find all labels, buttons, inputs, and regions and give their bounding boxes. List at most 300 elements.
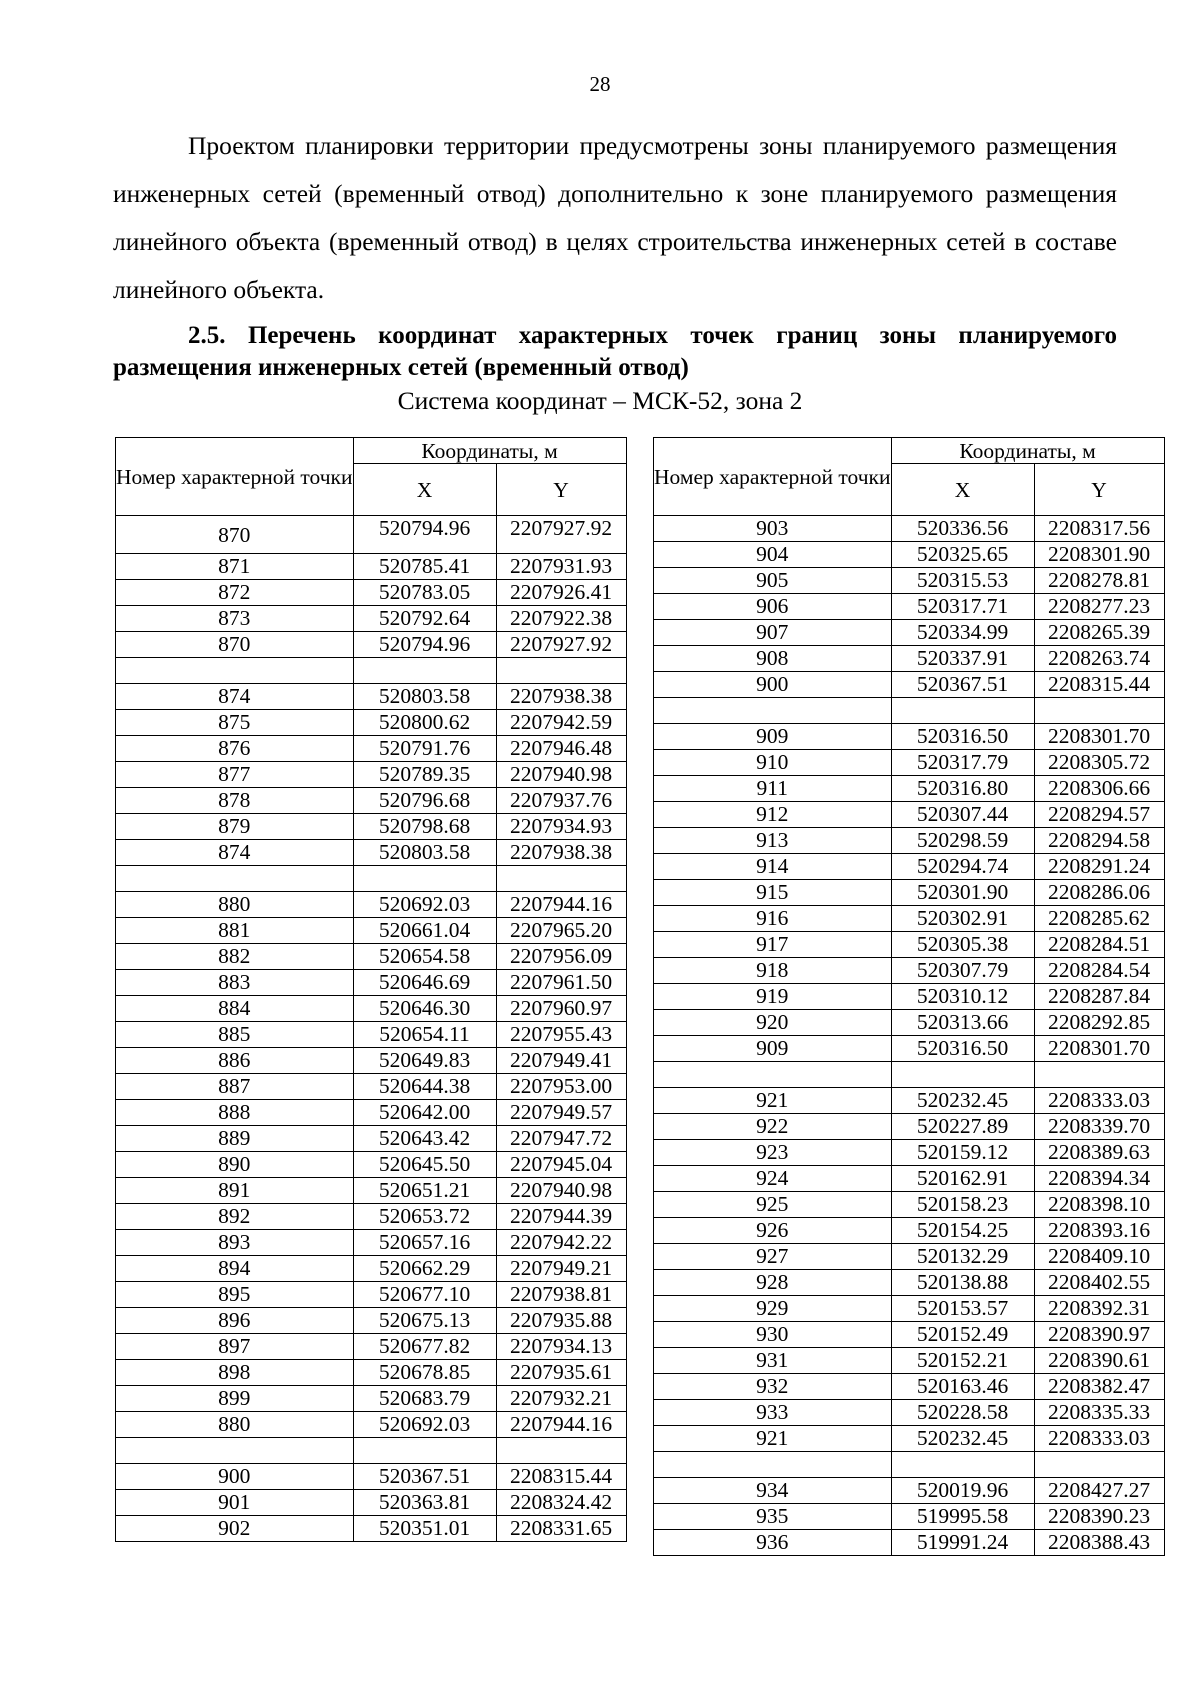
point-number-cell: 878 — [116, 788, 354, 814]
y-coordinate-cell: 2208286.06 — [1034, 880, 1164, 906]
point-number-cell: 909 — [654, 1036, 892, 1062]
y-coordinate-cell: 2208331.65 — [496, 1516, 626, 1542]
x-coordinate-cell: 520159.12 — [891, 1140, 1034, 1166]
point-number-cell: 936 — [654, 1530, 892, 1556]
y-coordinate-cell: 2208392.31 — [1034, 1296, 1164, 1322]
point-number-cell: 895 — [116, 1282, 354, 1308]
y-coordinate-cell: 2208315.44 — [1034, 672, 1164, 698]
y-coordinate-cell: 2207937.76 — [496, 788, 626, 814]
coordinates-table-right — [653, 437, 1165, 1556]
y-coordinate-cell: 2208284.54 — [1034, 958, 1164, 984]
x-coordinate-cell: 520307.44 — [891, 802, 1034, 828]
x-coordinate-cell: 520796.68 — [353, 788, 496, 814]
y-coordinate-cell: 2208394.34 — [1034, 1166, 1164, 1192]
table-row — [116, 1178, 627, 1204]
table-row — [654, 1348, 1165, 1374]
point-number-cell — [116, 1438, 354, 1464]
y-coordinate-cell: 2207934.93 — [496, 814, 626, 840]
y-coordinate-cell — [496, 866, 626, 892]
x-coordinate-cell: 520307.79 — [891, 958, 1034, 984]
x-coordinate-cell: 519995.58 — [891, 1504, 1034, 1530]
y-coordinate-cell: 2208301.70 — [1034, 724, 1164, 750]
table-row — [654, 1218, 1165, 1244]
y-coordinate-cell: 2207956.09 — [496, 944, 626, 970]
y-coordinate-cell: 2207940.98 — [496, 762, 626, 788]
point-number-cell: 912 — [654, 802, 892, 828]
table-row — [654, 568, 1165, 594]
x-coordinate-cell: 520661.04 — [353, 918, 496, 944]
table-row — [116, 632, 627, 658]
x-coordinate-cell: 520317.79 — [891, 750, 1034, 776]
y-coordinate-cell: 2208294.57 — [1034, 802, 1164, 828]
y-coordinate-cell: 2208294.58 — [1034, 828, 1164, 854]
point-number-cell: 928 — [654, 1270, 892, 1296]
y-coordinate-cell: 2208389.63 — [1034, 1140, 1164, 1166]
table-row — [654, 932, 1165, 958]
table-row — [654, 1426, 1165, 1452]
point-number-cell: 891 — [116, 1178, 354, 1204]
point-number-cell: 926 — [654, 1218, 892, 1244]
table-row — [654, 516, 1165, 542]
point-number-cell — [654, 1452, 892, 1478]
table-row — [116, 1412, 627, 1438]
x-coordinate-cell: 520294.74 — [891, 854, 1034, 880]
table-row — [116, 1438, 627, 1464]
table-row — [116, 554, 627, 580]
point-number-cell: 870 — [116, 632, 354, 658]
x-coordinate-cell: 520803.58 — [353, 684, 496, 710]
point-number-cell: 892 — [116, 1204, 354, 1230]
table-row — [116, 970, 627, 996]
table-row — [654, 750, 1165, 776]
x-coordinate-cell: 520675.13 — [353, 1308, 496, 1334]
x-coordinate-cell: 520316.80 — [891, 776, 1034, 802]
page-number: 28 — [589, 72, 611, 96]
point-number-cell: 921 — [654, 1088, 892, 1114]
point-number-cell: 876 — [116, 736, 354, 762]
table-row — [654, 1010, 1165, 1036]
point-number-cell: 932 — [654, 1374, 892, 1400]
table-row — [116, 1308, 627, 1334]
point-number-cell: 874 — [116, 684, 354, 710]
point-number-cell: 899 — [116, 1386, 354, 1412]
table-row — [116, 892, 627, 918]
x-coordinate-cell: 520310.12 — [891, 984, 1034, 1010]
point-number-cell: 890 — [116, 1152, 354, 1178]
y-coordinate-cell: 2208265.39 — [1034, 620, 1164, 646]
x-coordinate-cell — [891, 1452, 1034, 1478]
table-row — [654, 1478, 1165, 1504]
point-number-cell: 888 — [116, 1100, 354, 1126]
table-row — [654, 646, 1165, 672]
table-row — [116, 840, 627, 866]
y-coordinate-cell: 2208390.97 — [1034, 1322, 1164, 1348]
table-row — [654, 1036, 1165, 1062]
x-coordinate-cell: 520692.03 — [353, 1412, 496, 1438]
header-x: X — [891, 464, 1034, 516]
x-coordinate-cell: 520317.71 — [891, 594, 1034, 620]
y-coordinate-cell: 2207927.92 — [496, 632, 626, 658]
point-number-cell — [654, 698, 892, 724]
header-coordinates: Координаты, м — [353, 438, 626, 464]
x-coordinate-cell: 520232.45 — [891, 1426, 1034, 1452]
point-number-cell: 882 — [116, 944, 354, 970]
y-coordinate-cell: 2208427.27 — [1034, 1478, 1164, 1504]
y-coordinate-cell: 2207944.16 — [496, 1412, 626, 1438]
point-number-cell: 916 — [654, 906, 892, 932]
header-point-number: Номер характерной точки — [116, 438, 354, 516]
x-coordinate-cell: 520158.23 — [891, 1192, 1034, 1218]
section-heading: 2.5. Перечень координат характерных точек границ зоны планируемого размещения инженерных сетей (временный отвод) — [113, 322, 1117, 381]
x-coordinate-cell: 520794.96 — [353, 632, 496, 658]
y-coordinate-cell: 2207935.88 — [496, 1308, 626, 1334]
point-number-cell: 889 — [116, 1126, 354, 1152]
point-number-cell: 915 — [654, 880, 892, 906]
x-coordinate-cell: 520227.89 — [891, 1114, 1034, 1140]
table-row — [654, 1244, 1165, 1270]
table-row — [116, 516, 627, 554]
header-x: X — [353, 464, 496, 516]
x-coordinate-cell: 520305.38 — [891, 932, 1034, 958]
point-number-cell: 907 — [654, 620, 892, 646]
table-row — [654, 672, 1165, 698]
table-row — [116, 944, 627, 970]
x-coordinate-cell — [353, 658, 496, 684]
point-number-cell: 935 — [654, 1504, 892, 1530]
point-number-cell: 880 — [116, 1412, 354, 1438]
y-coordinate-cell: 2208393.16 — [1034, 1218, 1164, 1244]
table-row — [116, 1282, 627, 1308]
x-coordinate-cell: 520642.00 — [353, 1100, 496, 1126]
x-coordinate-cell: 520351.01 — [353, 1516, 496, 1542]
point-number-cell: 897 — [116, 1334, 354, 1360]
x-coordinate-cell: 520152.49 — [891, 1322, 1034, 1348]
y-coordinate-cell: 2207961.50 — [496, 970, 626, 996]
table-row — [116, 1386, 627, 1412]
y-coordinate-cell — [496, 1438, 626, 1464]
table-row — [654, 1114, 1165, 1140]
point-number-cell: 924 — [654, 1166, 892, 1192]
table-row — [116, 1126, 627, 1152]
x-coordinate-cell: 520657.16 — [353, 1230, 496, 1256]
x-coordinate-cell: 520019.96 — [891, 1478, 1034, 1504]
table-row — [116, 1256, 627, 1282]
point-number-cell: 927 — [654, 1244, 892, 1270]
y-coordinate-cell: 2207949.57 — [496, 1100, 626, 1126]
y-coordinate-cell: 2208277.23 — [1034, 594, 1164, 620]
x-coordinate-cell: 520643.42 — [353, 1126, 496, 1152]
table-row — [654, 1140, 1165, 1166]
point-number-cell: 898 — [116, 1360, 354, 1386]
table-row — [654, 698, 1165, 724]
y-coordinate-cell: 2208292.85 — [1034, 1010, 1164, 1036]
x-coordinate-cell: 520298.59 — [891, 828, 1034, 854]
table-row — [654, 802, 1165, 828]
point-number-cell: 872 — [116, 580, 354, 606]
y-coordinate-cell: 2208301.70 — [1034, 1036, 1164, 1062]
x-coordinate-cell: 520334.99 — [891, 620, 1034, 646]
point-number-cell: 884 — [116, 996, 354, 1022]
table-row — [654, 1296, 1165, 1322]
table-row — [116, 684, 627, 710]
x-coordinate-cell: 520325.65 — [891, 542, 1034, 568]
table-row — [654, 1504, 1165, 1530]
x-coordinate-cell: 520646.69 — [353, 970, 496, 996]
point-number-cell: 881 — [116, 918, 354, 944]
y-coordinate-cell: 2207947.72 — [496, 1126, 626, 1152]
coordinates-table-left — [115, 437, 627, 1542]
point-number-cell: 886 — [116, 1048, 354, 1074]
x-coordinate-cell: 520785.41 — [353, 554, 496, 580]
y-coordinate-cell: 2208285.62 — [1034, 906, 1164, 932]
x-coordinate-cell: 520337.91 — [891, 646, 1034, 672]
table-row — [654, 542, 1165, 568]
y-coordinate-cell: 2207938.81 — [496, 1282, 626, 1308]
point-number-cell: 906 — [654, 594, 892, 620]
table-row — [116, 1022, 627, 1048]
y-coordinate-cell: 2208390.61 — [1034, 1348, 1164, 1374]
y-coordinate-cell: 2207965.20 — [496, 918, 626, 944]
point-number-cell: 871 — [116, 554, 354, 580]
table-row — [116, 1230, 627, 1256]
table-row — [654, 1166, 1165, 1192]
y-coordinate-cell: 2208306.66 — [1034, 776, 1164, 802]
table-row — [654, 1192, 1165, 1218]
x-coordinate-cell: 519991.24 — [891, 1530, 1034, 1556]
x-coordinate-cell: 520794.96 — [353, 516, 496, 554]
x-coordinate-cell — [353, 1438, 496, 1464]
y-coordinate-cell: 2208301.90 — [1034, 542, 1164, 568]
point-number-cell: 901 — [116, 1490, 354, 1516]
y-coordinate-cell: 2207944.16 — [496, 892, 626, 918]
point-number-cell: 879 — [116, 814, 354, 840]
x-coordinate-cell: 520791.76 — [353, 736, 496, 762]
table-row — [116, 866, 627, 892]
x-coordinate-cell: 520789.35 — [353, 762, 496, 788]
y-coordinate-cell: 2207949.41 — [496, 1048, 626, 1074]
table-row — [654, 1270, 1165, 1296]
table-row — [654, 1400, 1165, 1426]
x-coordinate-cell: 520336.56 — [891, 516, 1034, 542]
point-number-cell: 894 — [116, 1256, 354, 1282]
table-row — [116, 1100, 627, 1126]
y-coordinate-cell: 2208291.24 — [1034, 854, 1164, 880]
y-coordinate-cell: 2207932.21 — [496, 1386, 626, 1412]
table-row — [116, 658, 627, 684]
x-coordinate-cell: 520132.29 — [891, 1244, 1034, 1270]
y-coordinate-cell: 2207935.61 — [496, 1360, 626, 1386]
point-number-cell: 883 — [116, 970, 354, 996]
point-number-cell: 896 — [116, 1308, 354, 1334]
table-row — [654, 1530, 1165, 1556]
point-number-cell: 909 — [654, 724, 892, 750]
header-point-number: Номер характерной точки — [654, 438, 892, 516]
table-row — [116, 762, 627, 788]
x-coordinate-cell: 520646.30 — [353, 996, 496, 1022]
point-number-cell: 875 — [116, 710, 354, 736]
x-coordinate-cell: 520316.50 — [891, 724, 1034, 750]
x-coordinate-cell: 520153.57 — [891, 1296, 1034, 1322]
table-row — [116, 918, 627, 944]
table-row — [116, 1152, 627, 1178]
x-coordinate-cell: 520783.05 — [353, 580, 496, 606]
x-coordinate-cell: 520792.64 — [353, 606, 496, 632]
x-coordinate-cell: 520798.68 — [353, 814, 496, 840]
x-coordinate-cell: 520677.10 — [353, 1282, 496, 1308]
point-number-cell: 885 — [116, 1022, 354, 1048]
y-coordinate-cell: 2207922.38 — [496, 606, 626, 632]
x-coordinate-cell: 520677.82 — [353, 1334, 496, 1360]
table-row — [654, 1374, 1165, 1400]
table-row — [116, 1204, 627, 1230]
y-coordinate-cell: 2208335.33 — [1034, 1400, 1164, 1426]
table-row — [116, 1516, 627, 1542]
y-coordinate-cell: 2208390.23 — [1034, 1504, 1164, 1530]
table-row — [654, 620, 1165, 646]
table-row — [116, 736, 627, 762]
y-coordinate-cell: 2207938.38 — [496, 684, 626, 710]
table-row — [654, 958, 1165, 984]
table-row — [116, 1360, 627, 1386]
x-coordinate-cell: 520800.62 — [353, 710, 496, 736]
x-coordinate-cell — [353, 866, 496, 892]
point-number-cell: 922 — [654, 1114, 892, 1140]
x-coordinate-cell: 520138.88 — [891, 1270, 1034, 1296]
x-coordinate-cell: 520163.46 — [891, 1374, 1034, 1400]
y-coordinate-cell: 2208398.10 — [1034, 1192, 1164, 1218]
table-row — [654, 776, 1165, 802]
point-number-cell: 903 — [654, 516, 892, 542]
point-number-cell — [654, 1062, 892, 1088]
x-coordinate-cell: 520367.51 — [353, 1464, 496, 1490]
x-coordinate-cell: 520654.11 — [353, 1022, 496, 1048]
x-coordinate-cell: 520162.91 — [891, 1166, 1034, 1192]
point-number-cell: 880 — [116, 892, 354, 918]
x-coordinate-cell: 520662.29 — [353, 1256, 496, 1282]
y-coordinate-cell: 2207942.22 — [496, 1230, 626, 1256]
y-coordinate-cell: 2208317.56 — [1034, 516, 1164, 542]
y-coordinate-cell — [1034, 698, 1164, 724]
point-number-cell: 934 — [654, 1478, 892, 1504]
table-row — [116, 1074, 627, 1100]
point-number-cell: 919 — [654, 984, 892, 1010]
table-row — [116, 1490, 627, 1516]
point-number-cell: 931 — [654, 1348, 892, 1374]
y-coordinate-cell — [1034, 1452, 1164, 1478]
table-row — [116, 1464, 627, 1490]
y-coordinate-cell: 2208287.84 — [1034, 984, 1164, 1010]
x-coordinate-cell: 520678.85 — [353, 1360, 496, 1386]
y-coordinate-cell: 2207931.93 — [496, 554, 626, 580]
point-number-cell: 893 — [116, 1230, 354, 1256]
point-number-cell — [116, 658, 354, 684]
point-number-cell: 917 — [654, 932, 892, 958]
table-row — [116, 1334, 627, 1360]
y-coordinate-cell: 2208333.03 — [1034, 1088, 1164, 1114]
point-number-cell: 925 — [654, 1192, 892, 1218]
x-coordinate-cell: 520152.21 — [891, 1348, 1034, 1374]
x-coordinate-cell: 520232.45 — [891, 1088, 1034, 1114]
x-coordinate-cell: 520803.58 — [353, 840, 496, 866]
intro-paragraph: Проектом планировки территории предусмотрены зоны планируемого размещения инженерных сетей (временный отвод) дополнительно к зоне планируемого размещения линейного объекта (временный отвод) в целях строительства инженерных сетей в составе линейного объекта. — [113, 131, 1117, 304]
point-number-cell: 887 — [116, 1074, 354, 1100]
table-row — [116, 1048, 627, 1074]
x-coordinate-cell: 520683.79 — [353, 1386, 496, 1412]
x-coordinate-cell: 520649.83 — [353, 1048, 496, 1074]
y-coordinate-cell: 2207953.00 — [496, 1074, 626, 1100]
table-row — [654, 1088, 1165, 1114]
table-row — [654, 984, 1165, 1010]
point-number-cell: 900 — [654, 672, 892, 698]
y-coordinate-cell: 2207926.41 — [496, 580, 626, 606]
coordinate-system-caption: Система координат – МСК-52, зона 2 — [397, 386, 803, 415]
y-coordinate-cell: 2208402.55 — [1034, 1270, 1164, 1296]
point-number-cell: 910 — [654, 750, 892, 776]
table-row — [116, 814, 627, 840]
point-number-cell: 900 — [116, 1464, 354, 1490]
x-coordinate-cell — [891, 1062, 1034, 1088]
header-y: Y — [1034, 464, 1164, 516]
x-coordinate-cell: 520316.50 — [891, 1036, 1034, 1062]
point-number-cell: 908 — [654, 646, 892, 672]
y-coordinate-cell: 2208284.51 — [1034, 932, 1164, 958]
table-row — [654, 594, 1165, 620]
y-coordinate-cell: 2207927.92 — [496, 516, 626, 554]
point-number-cell — [116, 866, 354, 892]
y-coordinate-cell: 2207946.48 — [496, 736, 626, 762]
y-coordinate-cell — [1034, 1062, 1164, 1088]
table-row — [654, 828, 1165, 854]
table-row — [116, 710, 627, 736]
y-coordinate-cell: 2207940.98 — [496, 1178, 626, 1204]
y-coordinate-cell — [496, 658, 626, 684]
y-coordinate-cell: 2208263.74 — [1034, 646, 1164, 672]
x-coordinate-cell: 520644.38 — [353, 1074, 496, 1100]
point-number-cell: 874 — [116, 840, 354, 866]
table-row — [116, 606, 627, 632]
point-number-cell: 933 — [654, 1400, 892, 1426]
point-number-cell: 920 — [654, 1010, 892, 1036]
point-number-cell: 870 — [116, 516, 354, 554]
table-row — [654, 1322, 1165, 1348]
point-number-cell: 902 — [116, 1516, 354, 1542]
x-coordinate-cell: 520645.50 — [353, 1152, 496, 1178]
y-coordinate-cell: 2208333.03 — [1034, 1426, 1164, 1452]
point-number-cell: 914 — [654, 854, 892, 880]
x-coordinate-cell: 520367.51 — [891, 672, 1034, 698]
x-coordinate-cell: 520315.53 — [891, 568, 1034, 594]
point-number-cell: 877 — [116, 762, 354, 788]
x-coordinate-cell: 520154.25 — [891, 1218, 1034, 1244]
y-coordinate-cell: 2207945.04 — [496, 1152, 626, 1178]
point-number-cell: 913 — [654, 828, 892, 854]
point-number-cell: 911 — [654, 776, 892, 802]
y-coordinate-cell: 2208409.10 — [1034, 1244, 1164, 1270]
point-number-cell: 873 — [116, 606, 354, 632]
x-coordinate-cell: 520228.58 — [891, 1400, 1034, 1426]
table-row — [654, 724, 1165, 750]
point-number-cell: 904 — [654, 542, 892, 568]
y-coordinate-cell: 2207942.59 — [496, 710, 626, 736]
y-coordinate-cell: 2207955.43 — [496, 1022, 626, 1048]
y-coordinate-cell: 2208278.81 — [1034, 568, 1164, 594]
table-row — [654, 906, 1165, 932]
point-number-cell: 929 — [654, 1296, 892, 1322]
table-row — [654, 880, 1165, 906]
point-number-cell: 918 — [654, 958, 892, 984]
x-coordinate-cell: 520363.81 — [353, 1490, 496, 1516]
table-row — [654, 1062, 1165, 1088]
